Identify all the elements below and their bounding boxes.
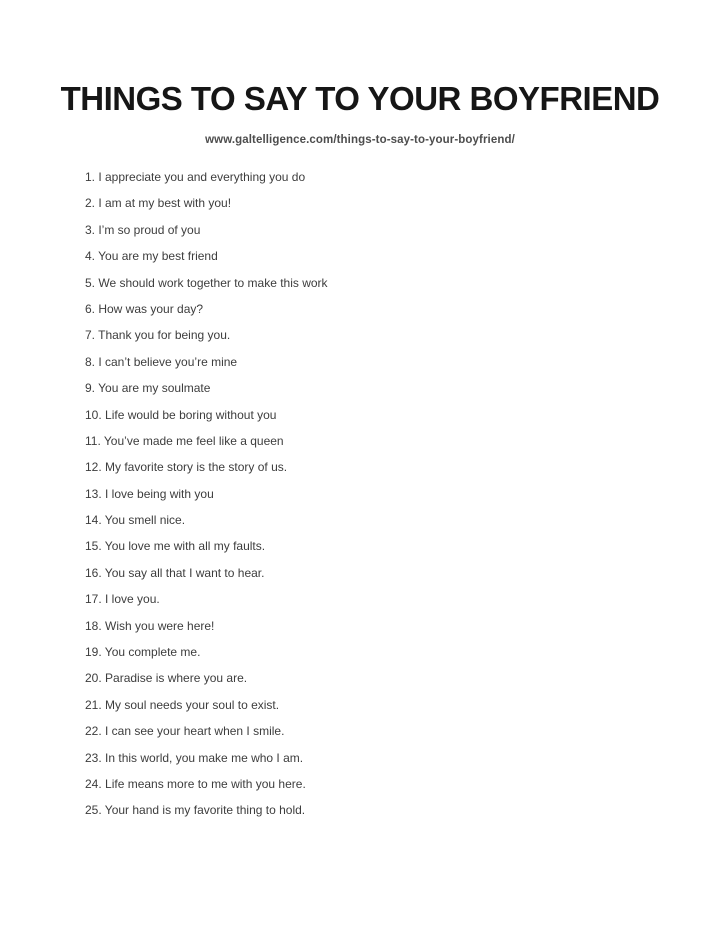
list-item: 23. In this world, you make me who I am. — [85, 750, 304, 765]
list-item: 22. I can see your heart when I smile. — [85, 724, 285, 739]
page-title: THINGS TO SAY TO YOUR BOYFRIEND — [60, 80, 660, 117]
list-item: 11. You’ve made me feel like a queen — [85, 433, 284, 448]
list-item: 21. My soul needs your soul to exist. — [85, 697, 280, 712]
sayings-list — [85, 164, 670, 824]
list-item: 24. Life means more to me with you here. — [85, 776, 306, 791]
list-item: 2. I am at my best with you! — [85, 196, 232, 211]
list-item: 20. Paradise is where you are. — [85, 671, 248, 686]
list-item: 8. I can’t believe you’re mine — [85, 354, 238, 369]
list-item: 16. You say all that I want to hear. — [85, 565, 265, 580]
list-item: 6. How was your day? — [85, 301, 204, 316]
list-item: 10. Life would be boring without you — [85, 407, 277, 422]
list-item: 3. I’m so proud of you — [85, 222, 201, 237]
list-item: 14. You smell nice. — [85, 513, 186, 528]
list-item: 1. I appreciate you and everything you do — [85, 170, 306, 184]
list-item: 7. Thank you for being you. — [85, 328, 231, 343]
list-item: 12. My favorite story is the story of us. — [85, 460, 288, 475]
list-item: 15. You love me with all my faults. — [85, 539, 266, 554]
list-item: 18. Wish you were here! — [85, 618, 215, 633]
list-item: 13. I love being with you — [85, 486, 214, 501]
list-item: 25. Your hand is my favorite thing to hold. — [85, 803, 306, 818]
list-item: 17. I love you. — [85, 592, 160, 607]
list-item: 5. We should work together to make this work — [85, 275, 328, 290]
source-url: www.galtelligence.com/things-to-say-to-your-boyfriend/ — [205, 134, 515, 146]
list-item: 9. You are my soulmate — [85, 381, 211, 396]
list-item: 19. You complete me. — [85, 645, 201, 660]
list-item: 4. You are my best friend — [85, 249, 218, 264]
